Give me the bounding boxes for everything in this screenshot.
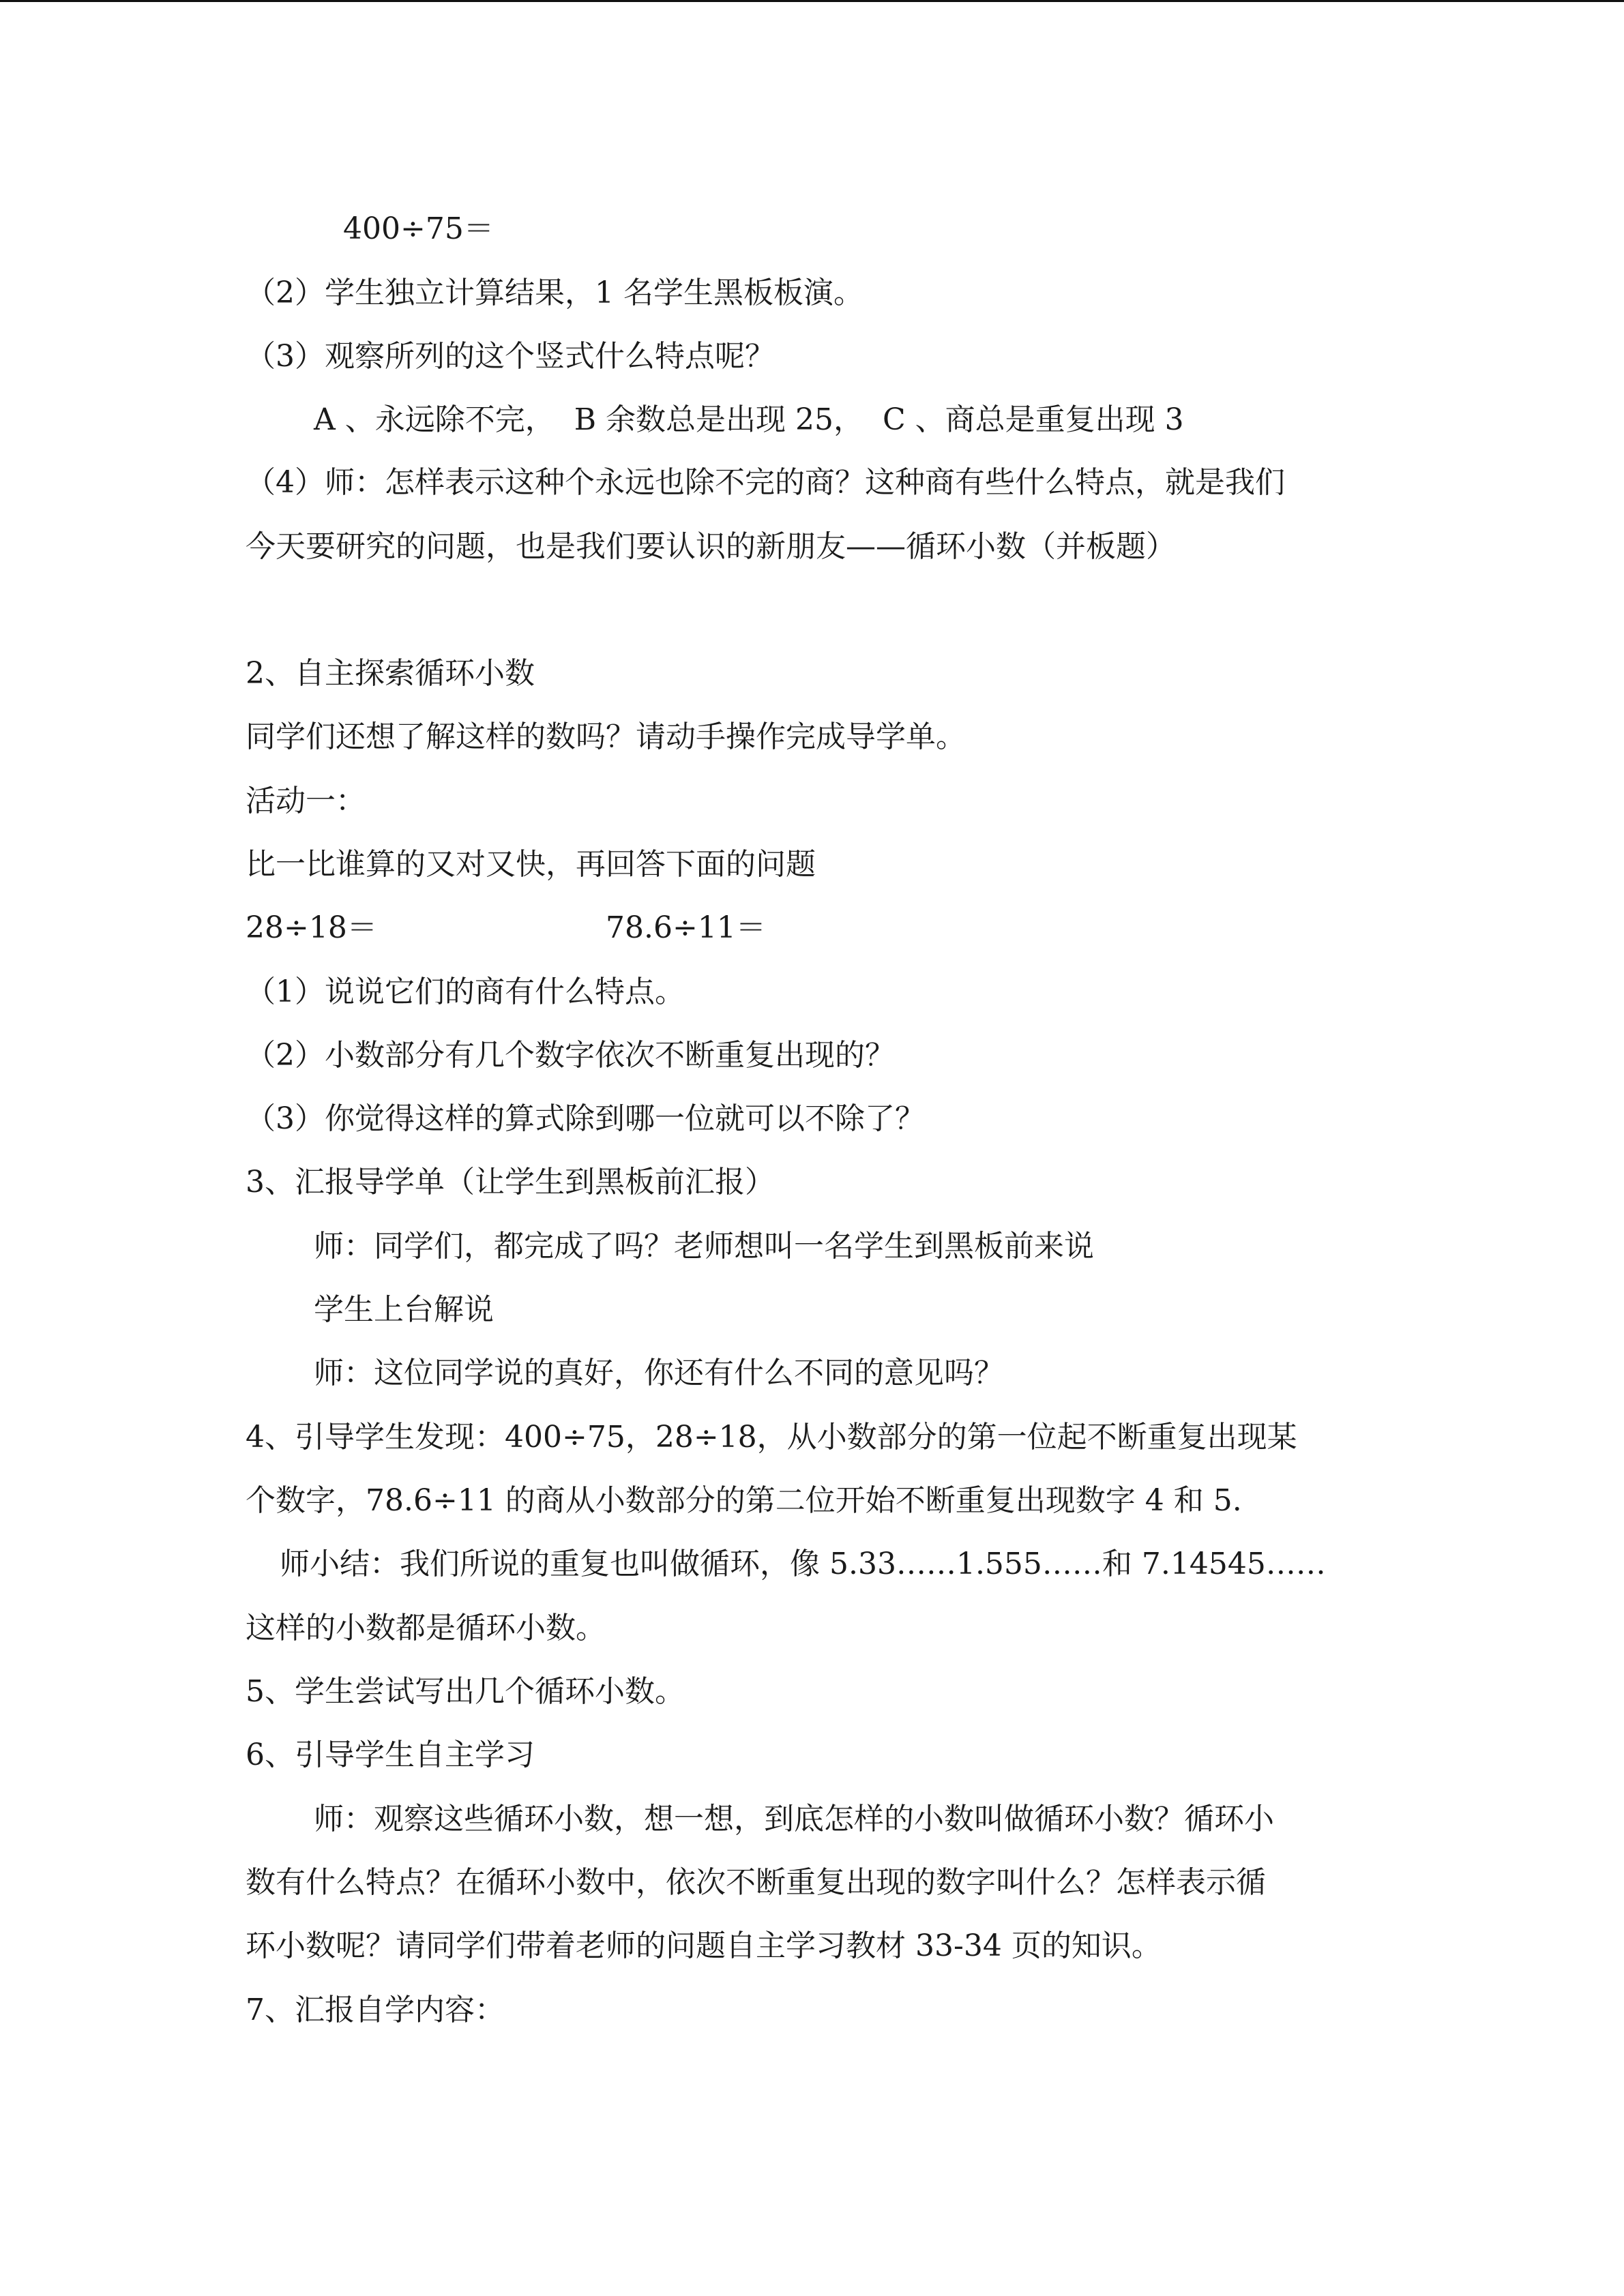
page-top-border <box>0 0 1624 2</box>
section-3-heading: 3、汇报导学单（让学生到黑板前汇报） <box>246 1165 775 1199</box>
step-4-line-2: 今天要研究的问题，也是我们要认识的新朋友——循环小数（并板题） <box>246 529 1176 564</box>
teacher-line-1: 师：同学们，都完成了吗？老师想叫一名学生到黑板前来说 <box>314 1229 1094 1264</box>
equation-28-div-18: 28÷18＝ <box>246 910 377 945</box>
question-3: （3）你觉得这样的算式除到哪一位就可以不除了？ <box>246 1101 925 1136</box>
section-5-heading: 5、学生尝试写出几个循环小数。 <box>246 1674 685 1709</box>
activity-1-heading: 活动一： <box>246 784 366 818</box>
options-line: A 、永远除不完， B 余数总是出现 25， C 、商总是重复出现 3 <box>314 402 1184 437</box>
step-4-line-1: （4）师：怎样表示这种个永远也除不完的商？这种商有些什么特点，就是我们 <box>246 465 1285 500</box>
activity-1-instruction: 比一比谁算的又对又快，再回答下面的问题 <box>246 847 816 882</box>
section-4-line-1: 4、引导学生发现：400÷75，28÷18，从小数部分的第一位起不断重复出现某 <box>246 1420 1297 1455</box>
section-4-line-2: 个数字，78.6÷11 的商从小数部分的第二位开始不断重复出现数字 4 和 5. <box>246 1483 1242 1518</box>
teacher-summary-line-2: 这样的小数都是循环小数。 <box>246 1611 606 1645</box>
section-6-line-2: 数有什么特点？在循环小数中，依次不断重复出现的数字叫什么？怎样表示循 <box>246 1865 1266 1900</box>
section-6-heading: 6、引导学生自主学习 <box>246 1738 535 1772</box>
step-3-line: （3）观察所列的这个竖式什么特点呢？ <box>246 339 775 374</box>
section-6-line-1: 师：观察这些循环小数，想一想，到底怎样的小数叫做循环小数？循环小 <box>314 1802 1274 1836</box>
question-2: （2）小数部分有几个数字依次不断重复出现的？ <box>246 1038 895 1073</box>
section-2-heading: 2、自主探索循环小数 <box>246 656 535 691</box>
section-2-intro: 同学们还想了解这样的数吗？请动手操作完成导学单。 <box>246 719 966 754</box>
question-1: （1）说说它们的商有什么特点。 <box>246 974 685 1009</box>
equation-400-div-75: 400÷75＝ <box>343 211 494 246</box>
teacher-line-2: 师：这位同学说的真好，你还有什么不同的意见吗？ <box>314 1356 1004 1390</box>
section-6-line-3: 环小数呢？请同学们带着老师的问题自主学习教材 33-34 页的知识。 <box>246 1928 1162 1963</box>
step-2-line: （2）学生独立计算结果，1 名学生黑板板演。 <box>246 275 863 310</box>
teacher-summary-line-1: 师小结：我们所说的重复也叫做循环，像 5.33……1.555……和 7.14545…… <box>280 1547 1326 1581</box>
student-presentation-line: 学生上台解说 <box>314 1292 494 1327</box>
section-7-heading: 7、汇报自学内容： <box>246 1993 505 2027</box>
equation-78-6-div-11: 78.6÷11＝ <box>606 910 766 945</box>
